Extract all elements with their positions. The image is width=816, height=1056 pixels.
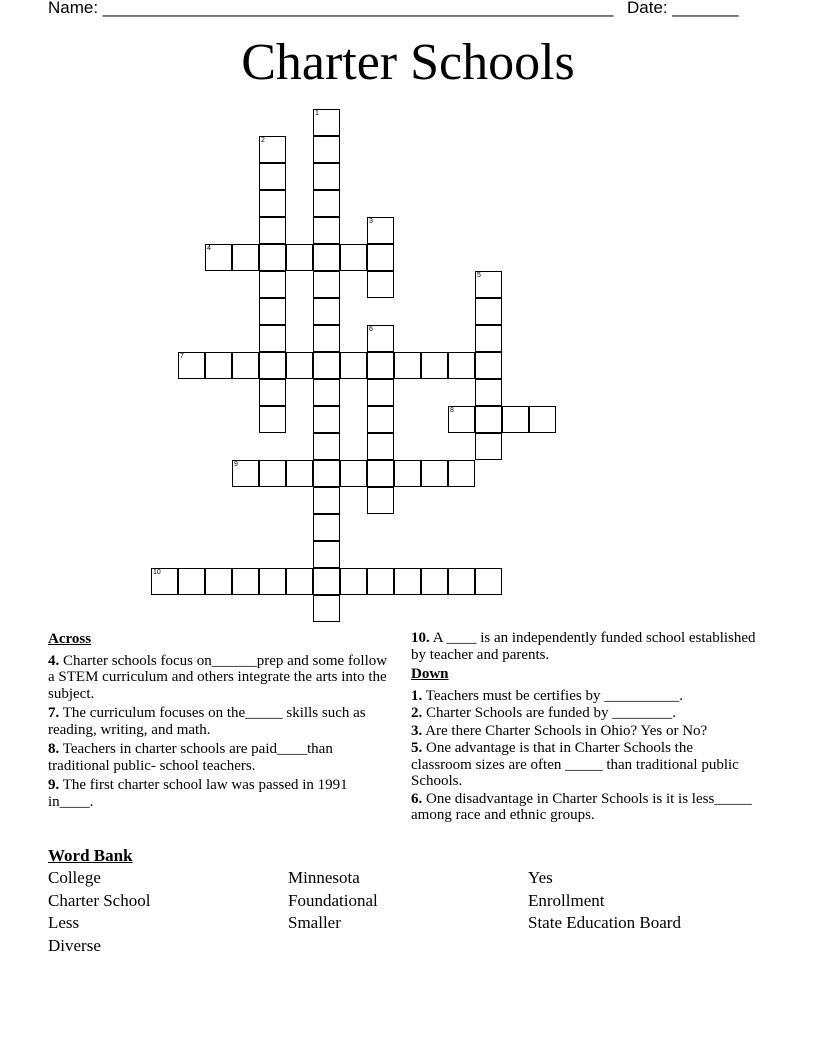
word-bank-item: Diverse bbox=[48, 936, 101, 955]
crossword-cell[interactable] bbox=[232, 460, 259, 487]
crossword-cell[interactable] bbox=[475, 352, 502, 379]
clue-across-7: 7. The curriculum focuses on the_____ skills such as reading, writing, and math. bbox=[48, 705, 366, 738]
crossword-cell[interactable] bbox=[367, 217, 394, 244]
cell-number: 6 bbox=[369, 326, 373, 333]
crossword-cell[interactable] bbox=[394, 460, 421, 487]
crossword-cell[interactable] bbox=[232, 352, 259, 379]
crossword-cell[interactable] bbox=[286, 460, 313, 487]
crossword-cell[interactable] bbox=[475, 406, 502, 433]
clue-across-4: 4. Charter schools focus on______prep and some follow a STEM curriculum and others integrate the arts into the subject. bbox=[48, 652, 388, 702]
cell-number: 3 bbox=[369, 218, 373, 225]
crossword-cell[interactable] bbox=[313, 460, 340, 487]
crossword-cell[interactable] bbox=[367, 433, 394, 460]
crossword-cell[interactable] bbox=[367, 271, 394, 298]
crossword-cell[interactable] bbox=[313, 244, 340, 271]
crossword-cell[interactable] bbox=[286, 352, 313, 379]
clue-down-6: 6. One disadvantage in Charter Schools is it is less_____ among race and ethnic groups. bbox=[411, 790, 752, 823]
crossword-cell[interactable] bbox=[367, 568, 394, 595]
cell-number: 1 bbox=[315, 110, 319, 117]
crossword-cell[interactable] bbox=[313, 298, 340, 325]
crossword-cell[interactable] bbox=[340, 352, 367, 379]
clue-down-5: 5. One advantage is that in Charter Schools the classroom sizes are often _____ than traditional public Schools. bbox=[411, 740, 739, 789]
word-bank-item: Smaller bbox=[288, 913, 341, 932]
word-bank-item: Less bbox=[48, 913, 80, 932]
word-bank-item: Enrollment bbox=[528, 891, 605, 910]
clue-across-8: 8. Teachers in charter schools are paid____than traditional public- school teachers. bbox=[48, 741, 333, 774]
across-clues bbox=[48, 630, 393, 813]
down-heading: Down bbox=[411, 666, 449, 682]
crossword-cell[interactable] bbox=[259, 352, 286, 379]
crossword-cell[interactable] bbox=[259, 271, 286, 298]
crossword-cell[interactable] bbox=[367, 325, 394, 352]
crossword-cell[interactable] bbox=[475, 433, 502, 460]
cell-number: 5 bbox=[477, 272, 481, 279]
clue-down-1: 1. Teachers must be certifies by __________. bbox=[411, 687, 683, 704]
crossword-cell[interactable] bbox=[286, 244, 313, 271]
word-bank-item: Minnesota bbox=[288, 868, 360, 887]
crossword-cell[interactable] bbox=[367, 406, 394, 433]
crossword-cell[interactable] bbox=[259, 217, 286, 244]
crossword-cell[interactable] bbox=[259, 244, 286, 271]
date-field: Date: _______ bbox=[627, 0, 739, 17]
crossword-cell[interactable] bbox=[475, 325, 502, 352]
crossword-cell[interactable] bbox=[394, 568, 421, 595]
crossword-cell[interactable] bbox=[313, 163, 340, 190]
word-bank-title: Word Bank bbox=[48, 846, 133, 865]
word-bank-item: Foundational bbox=[288, 891, 378, 910]
crossword-cell[interactable] bbox=[205, 244, 232, 271]
cell-number: 2 bbox=[261, 137, 265, 144]
crossword-cell[interactable] bbox=[340, 568, 367, 595]
crossword-cell[interactable] bbox=[259, 298, 286, 325]
crossword-cell[interactable] bbox=[313, 406, 340, 433]
crossword-cell[interactable] bbox=[178, 568, 205, 595]
crossword-cell[interactable] bbox=[475, 379, 502, 406]
crossword-cell[interactable] bbox=[529, 406, 556, 433]
cell-number: 9 bbox=[234, 461, 238, 468]
crossword-cell[interactable] bbox=[502, 406, 529, 433]
clue-across-10: 10. A ____ is an independently funded school established by teacher and parents. bbox=[411, 630, 756, 663]
clue-down-3: 3. Are there Charter Schools in Ohio? Yes or No? bbox=[411, 722, 708, 739]
crossword-cell[interactable] bbox=[259, 163, 286, 190]
across-heading: Across bbox=[48, 631, 92, 647]
crossword-cell[interactable] bbox=[313, 136, 340, 163]
crossword-cell[interactable] bbox=[421, 460, 448, 487]
crossword-cell[interactable] bbox=[313, 514, 340, 541]
cell-number: 7 bbox=[180, 353, 184, 360]
crossword-cell[interactable] bbox=[475, 271, 502, 298]
cell-number: 4 bbox=[207, 245, 211, 252]
crossword-cell[interactable] bbox=[259, 325, 286, 352]
crossword-cell[interactable] bbox=[178, 352, 205, 379]
crossword-cell[interactable] bbox=[340, 244, 367, 271]
cell-number: 8 bbox=[450, 407, 454, 414]
down-clues bbox=[411, 630, 756, 825]
crossword-cell[interactable] bbox=[313, 271, 340, 298]
crossword-cell[interactable] bbox=[151, 568, 178, 595]
crossword-cell[interactable] bbox=[448, 460, 475, 487]
crossword-cell[interactable] bbox=[259, 190, 286, 217]
crossword-cell[interactable] bbox=[367, 244, 394, 271]
word-bank-item: College bbox=[48, 868, 101, 887]
crossword-cell[interactable] bbox=[448, 568, 475, 595]
crossword-cell[interactable] bbox=[286, 568, 313, 595]
crossword-cell[interactable] bbox=[448, 406, 475, 433]
crossword-cell[interactable] bbox=[313, 595, 340, 622]
crossword-cell[interactable] bbox=[394, 352, 421, 379]
crossword-cell[interactable] bbox=[448, 352, 475, 379]
crossword-cell[interactable] bbox=[367, 487, 394, 514]
page-title: Charter Schools bbox=[241, 34, 575, 91]
word-bank-item: Yes bbox=[528, 868, 553, 887]
crossword-cell[interactable] bbox=[205, 352, 232, 379]
clue-across-9: 9. The first charter school law was passed in 1991 in____. bbox=[48, 777, 348, 810]
name-field: Name: ______________________________________________________ bbox=[48, 0, 614, 17]
word-bank-item: State Education Board bbox=[528, 913, 681, 932]
crossword-cell[interactable] bbox=[421, 352, 448, 379]
crossword-cell[interactable] bbox=[313, 325, 340, 352]
crossword-cell[interactable] bbox=[313, 568, 340, 595]
crossword-cell[interactable] bbox=[313, 352, 340, 379]
crossword-cell[interactable] bbox=[232, 568, 259, 595]
crossword-cell[interactable] bbox=[421, 568, 448, 595]
crossword-cell[interactable] bbox=[313, 541, 340, 568]
crossword-cell[interactable] bbox=[259, 136, 286, 163]
crossword-cell[interactable] bbox=[313, 379, 340, 406]
crossword-cell[interactable] bbox=[205, 568, 232, 595]
crossword-cell[interactable] bbox=[259, 406, 286, 433]
crossword-cell[interactable] bbox=[313, 190, 340, 217]
crossword-cell[interactable] bbox=[313, 217, 340, 244]
crossword-cell[interactable] bbox=[259, 568, 286, 595]
crossword-cell[interactable] bbox=[313, 487, 340, 514]
word-bank-item: Charter School bbox=[48, 891, 151, 910]
crossword-cell[interactable] bbox=[367, 460, 394, 487]
crossword-cell[interactable] bbox=[259, 460, 286, 487]
cell-number: 10 bbox=[153, 569, 161, 576]
crossword-cell[interactable] bbox=[259, 379, 286, 406]
crossword-cell[interactable] bbox=[313, 109, 340, 136]
crossword-cell[interactable] bbox=[232, 244, 259, 271]
crossword-cell[interactable] bbox=[367, 352, 394, 379]
crossword-cell[interactable] bbox=[313, 433, 340, 460]
crossword-cell[interactable] bbox=[475, 568, 502, 595]
crossword-cell[interactable] bbox=[367, 379, 394, 406]
crossword-cell[interactable] bbox=[475, 298, 502, 325]
clue-down-2: 2. Charter Schools are funded by ________. bbox=[411, 705, 676, 721]
crossword-cell[interactable] bbox=[340, 460, 367, 487]
